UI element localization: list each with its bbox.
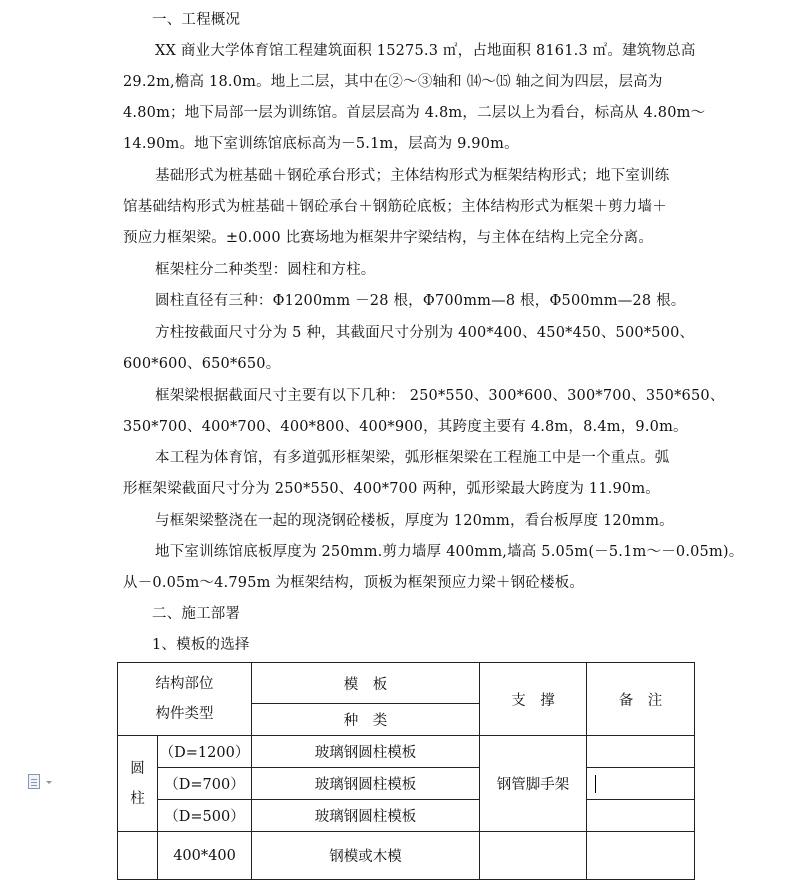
table-cell-support: 钢管脚手架 bbox=[480, 736, 587, 832]
table-cell-formwork: 玻璃钢圆柱模板 bbox=[252, 800, 480, 832]
table-cell-spec: （D=1200） bbox=[158, 736, 252, 768]
header-type: 种 类 bbox=[252, 704, 480, 736]
paragraph-line: 馆基础结构形式为桩基础＋钢砼承台＋钢筋砼底板；主体结构形式为框架＋剪力墙＋ bbox=[123, 199, 667, 215]
table-cell-formwork: 钢模或木模 bbox=[252, 832, 480, 880]
table-cell-spec: （D=500） bbox=[158, 800, 252, 832]
paragraph-line: XX 商业大学体育馆工程建筑面积 15275.3 ㎡，占地面积 8161.3 ㎡。建筑物总高 bbox=[155, 43, 696, 59]
chevron-down-icon[interactable] bbox=[46, 781, 52, 784]
paragraph-line: 29.2m,檐高 18.0m。地上二层，其中在②～③轴和 ⒁～⒂ 轴之间为四层，层高为 bbox=[123, 74, 663, 90]
header-support: 支 撑 bbox=[480, 663, 587, 736]
table-cell-note[interactable] bbox=[587, 800, 695, 832]
paragraph-line: 形框架梁截面尺寸分为 250*550、400*700 两种，弧形梁最大跨度为 11.90m。 bbox=[123, 481, 660, 497]
paragraph-line: 方柱按截面尺寸分为 5 种，其截面尺寸分别为 400*400、450*450、500*500、 bbox=[155, 325, 695, 341]
table-cell-spec: 400*400 bbox=[158, 832, 252, 880]
table-cell-note[interactable] bbox=[587, 736, 695, 768]
paragraph-line: 4.80m；地下局部一层为训练馆。首层层高为 4.8m，二层以上为看台，标高从 4.80m～ bbox=[123, 105, 706, 121]
group-square-column bbox=[118, 832, 158, 880]
paragraph-line: 圆柱直径有三种：Φ1200mm －28 根，Φ700mm—8 根，Φ500mm—28 根。 bbox=[155, 293, 686, 309]
header-text: 构件类型 bbox=[155, 706, 214, 722]
header-structure-part bbox=[118, 663, 252, 736]
group-label: 圆 bbox=[130, 760, 145, 777]
paragraph-line: 地下室训练馆底板厚度为 250mm.剪力墙厚 400mm,墙高 5.05m(－5.1m～－0.05m)。 bbox=[155, 544, 744, 560]
paragraph-line: 350*700、400*700、400*800、400*900，其跨度主要有 4.8m，8.4m，9.0m。 bbox=[123, 419, 688, 435]
group-round-column bbox=[118, 736, 158, 832]
header-note: 备 注 bbox=[587, 663, 695, 736]
paragraph-line: 本工程为体育馆，有多道弧形框架梁，弧形框架梁在工程施工中是一个重点。弧 bbox=[155, 450, 670, 466]
header-text: 结构部位 bbox=[155, 676, 214, 692]
paragraph-line: 基础形式为桩基础＋钢砼承台形式；主体结构形式为框架结构形式；地下室训练 bbox=[155, 168, 670, 184]
table-cell-note[interactable] bbox=[587, 832, 695, 880]
formwork-table bbox=[117, 662, 695, 880]
text-cursor bbox=[595, 775, 596, 793]
table-cell-support bbox=[480, 832, 587, 880]
subsection-heading-formwork: 1、模板的选择 bbox=[152, 637, 250, 653]
section-heading-deployment: 二、施工部署 bbox=[152, 606, 241, 622]
paragraph-line: 从－0.05m～4.795m 为框架结构，顶板为框架预应力梁＋钢砼楼板。 bbox=[123, 575, 585, 591]
section-heading-overview: 一、工程概况 bbox=[152, 12, 241, 28]
table-cell-formwork: 玻璃钢圆柱模板 bbox=[252, 768, 480, 800]
table-cell-spec: （D=700） bbox=[158, 768, 252, 800]
paragraph-line: 预应力框架梁。±0.000 比赛场地为框架井字梁结构，与主体在结构上完全分离。 bbox=[123, 230, 654, 246]
header-formwork: 模 板 bbox=[252, 663, 480, 704]
paragraph-line: 600*600、650*650。 bbox=[123, 356, 281, 372]
paragraph-line: 与框架梁整浇在一起的现浇钢砼楼板，厚度为 120mm，看台板厚度 120mm。 bbox=[155, 513, 674, 529]
table-cell-note-active[interactable] bbox=[587, 768, 695, 800]
paragraph-line: 框架梁根据截面尺寸主要有以下几种： 250*550、300*600、300*700、350*650、 bbox=[155, 388, 725, 404]
group-label: 柱 bbox=[130, 790, 145, 807]
paragraph-line: 14.90m。地下室训练馆底标高为－5.1m，层高为 9.90m。 bbox=[123, 136, 519, 152]
paragraph-line: 框架柱分二种类型：圆柱和方柱。 bbox=[155, 262, 376, 278]
table-cell-formwork: 玻璃钢圆柱模板 bbox=[252, 736, 480, 768]
document-options-icon[interactable] bbox=[28, 774, 40, 789]
